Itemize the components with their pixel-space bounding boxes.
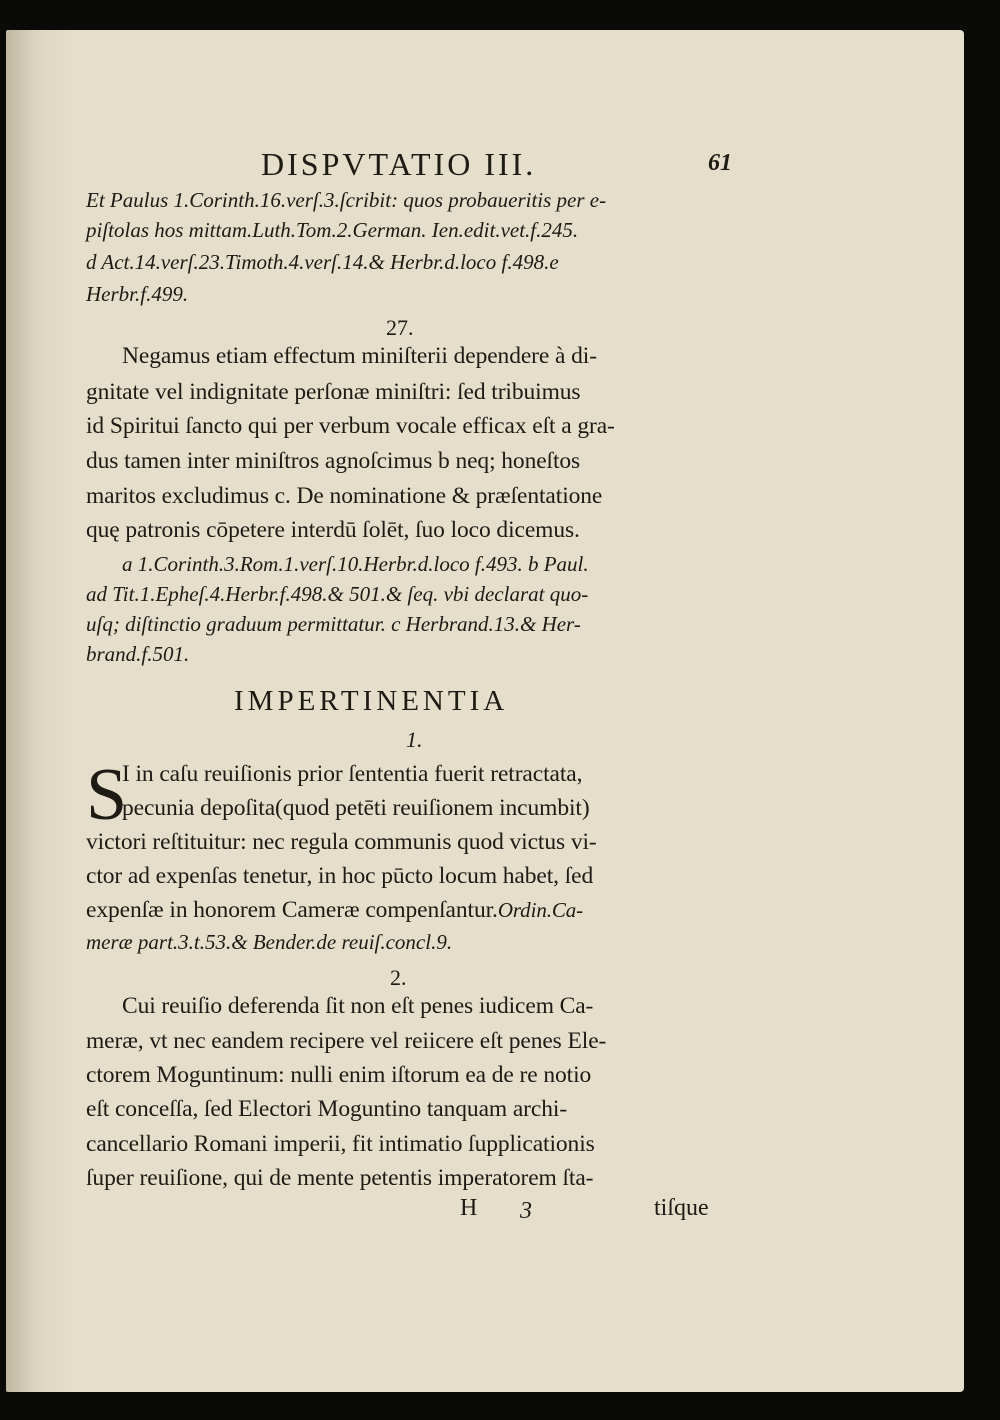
text-line: meræ, vt nec eandem recipere vel reiicere eſt penes Ele- — [86, 1028, 607, 1054]
text-line — [86, 894, 583, 927]
page-text-block — [86, 30, 746, 1390]
signature-letter: H — [460, 1195, 478, 1221]
text-line: Negamus etiam effectum miniſterii dependere à di- — [122, 343, 597, 369]
text-line: ctorem Moguntinum: nulli enim iſtorum ea de re notio — [86, 1062, 592, 1088]
section-title: IMPERTINENTIA — [234, 685, 509, 717]
text-line: ſuper reuiſione, qui de mente petentis imperatorem ſta- — [86, 1165, 594, 1191]
note-line: d Act.14.verſ.23.Timoth.4.verſ.14.& Herbr.d.loco f.498.e — [86, 250, 559, 274]
signature-number: 3 — [520, 1198, 532, 1224]
note-line: Et Paulus 1.Corinth.16.verſ.3.ſcribit: quos probaueritis per e- — [86, 188, 607, 212]
text-line: maritos excludimus c. De nominatione & præſentatione — [86, 483, 603, 509]
note-line: meræ part.3.t.53.& Bender.de reuiſ.concl.9. — [86, 930, 453, 954]
catchword: tiſque — [654, 1195, 709, 1221]
item-number: 1. — [406, 727, 423, 752]
text-line: pecunia depoſita(quod petēti reuiſionem incumbit) — [122, 795, 590, 821]
note-line: brand.f.501. — [86, 642, 190, 666]
text-line: victori reſtituitur: nec regula communis quod victus vi- — [86, 829, 597, 855]
text-line: quę patronis cōpetere interdū ſolēt, ſuo loco dicemus. — [86, 517, 580, 543]
text-line: gnitate vel indignitate perſonæ miniſtri: ſed tribuimus — [86, 379, 581, 405]
drop-cap: S — [86, 754, 128, 836]
text-line: cancellario Romani imperii, fit intimatio ſupplicationis — [86, 1131, 595, 1157]
text-span: expenſæ in honorem Cameræ compenſantur. — [86, 897, 498, 923]
item-number: 2. — [390, 965, 407, 990]
folio-number: 61 — [708, 150, 732, 176]
book-page — [6, 30, 964, 1392]
running-title: DISPVTATIO III. — [261, 146, 537, 182]
note-line: uſq; diſtinctio graduum permittatur. c Herbrand.13.& Her- — [86, 612, 581, 636]
reference-span: Ordin.Ca- — [497, 898, 584, 922]
note-line: ad Tit.1.Epheſ.4.Herbr.f.498.& 501.& ſeq. vbi declarat quo- — [86, 582, 589, 606]
thesis-number: 27. — [386, 315, 414, 340]
text-line: ctor ad expenſas tenetur, in hoc pūcto locum habet, ſed — [86, 863, 594, 889]
text-line: id Spiritui ſancto qui per verbum vocale efficax eſt a gra- — [86, 413, 615, 439]
text-line: I in caſu reuiſionis prior ſententia fuerit retractata, — [122, 761, 583, 787]
text-line: Cui reuiſio deferenda ſit non eſt penes iudicem Ca- — [122, 993, 594, 1019]
running-head — [86, 146, 746, 186]
note-line: Herbr.f.499. — [86, 282, 189, 306]
note-line: piſtolas hos mittam.Luth.Tom.2.German. Ien.edit.vet.f.245. — [86, 218, 579, 242]
text-line: eſt conceſſa, ſed Electori Moguntino tanquam archi- — [86, 1096, 568, 1122]
note-line: a 1.Corinth.3.Rom.1.verſ.10.Herbr.d.loco f.493. b Paul. — [122, 552, 589, 576]
text-line: dus tamen inter miniſtros agnoſcimus b neq; honeſtos — [86, 448, 581, 474]
